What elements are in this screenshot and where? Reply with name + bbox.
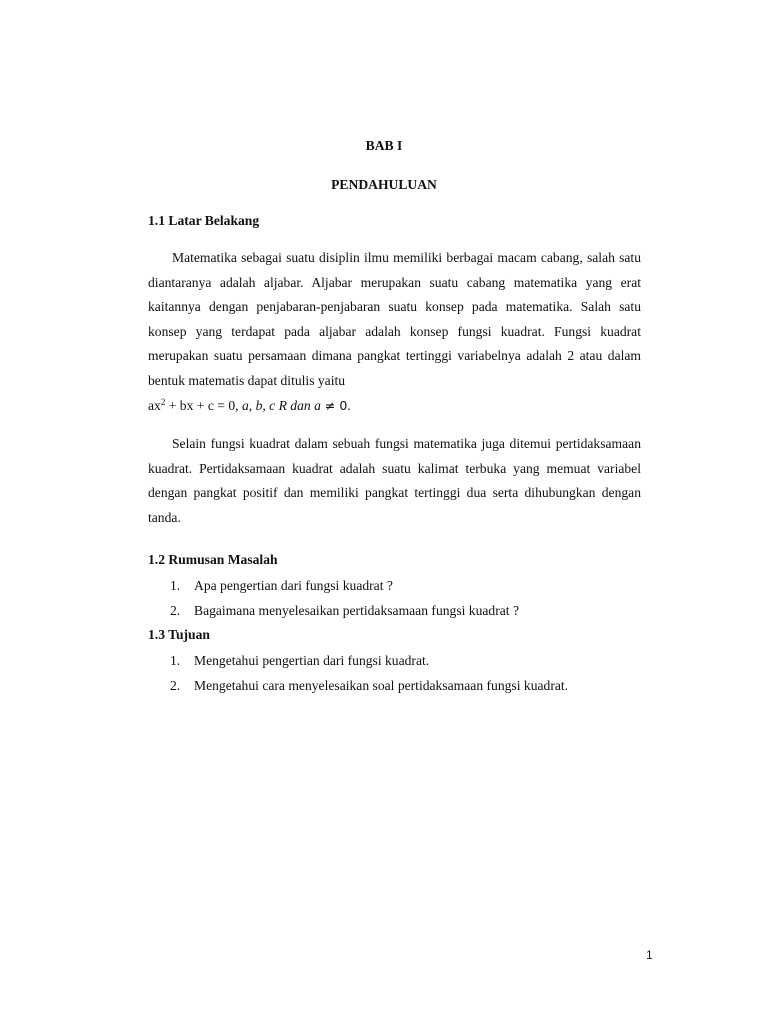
page-number: 1 (646, 948, 653, 962)
section-heading-latar-belakang: 1.1 Latar Belakang (148, 213, 260, 228)
section-heading-tujuan: 1.3 Tujuan (148, 627, 210, 642)
section-heading-rumusan-masalah: 1.2 Rumusan Masalah (148, 552, 278, 567)
list-item: 2. Mengetahui cara menyelesaikan soal pertidaksamaan fungsi kuadrat. (170, 678, 569, 693)
chapter-title: PENDAHULUAN (331, 177, 437, 192)
paragraph-text: Matematika sebagai suatu disiplin ilmu memiliki berbagai macam cabang, salah satu diantaranya adalah aljabar. Aljabar merupakan suatu cabang matematika yang erat kaitannya dengan penjabaran-penjabaran suatu konsep pada matematika. Salah satu konsep yang terdapat pada aljabar adalah konsep fungsi kuadrat. Fungsi kuadrat merupakan suatu persamaan dimana pangkat tertinggi variabelnya adalah 2 atau dalam bentuk matematis dapat ditulis yaitu (148, 250, 641, 388)
tujuan-list (170, 648, 568, 698)
rumusan-masalah-list (170, 573, 519, 623)
paragraph-latar-belakang-2: Selain fungsi kuadrat dalam sebuah fungsi matematika juga ditemui pertidaksamaan kuadrat. Pertidaksamaan kuadrat adalah suatu kalimat terbuka yang memuat variabel dengan pangkat positif dan memiliki pangkat tertinggi dua serta dihubungkan dengan tanda. (148, 436, 641, 525)
paragraph-latar-belakang-1 (148, 246, 641, 418)
quadratic-formula: $ax^2$ + bx + c = 0, a, b, c R dan a ≠ 0. (148, 396, 351, 413)
list-item: 2. Bagaimana menyelesaikan pertidaksamaan fungsi kuadrat ? (170, 603, 519, 618)
list-item: 1. Mengetahui pengertian dari fungsi kuadrat. (170, 653, 430, 668)
chapter-label: BAB I (365, 138, 403, 153)
list-item: 1. Apa pengertian dari fungsi kuadrat ? (170, 578, 393, 593)
